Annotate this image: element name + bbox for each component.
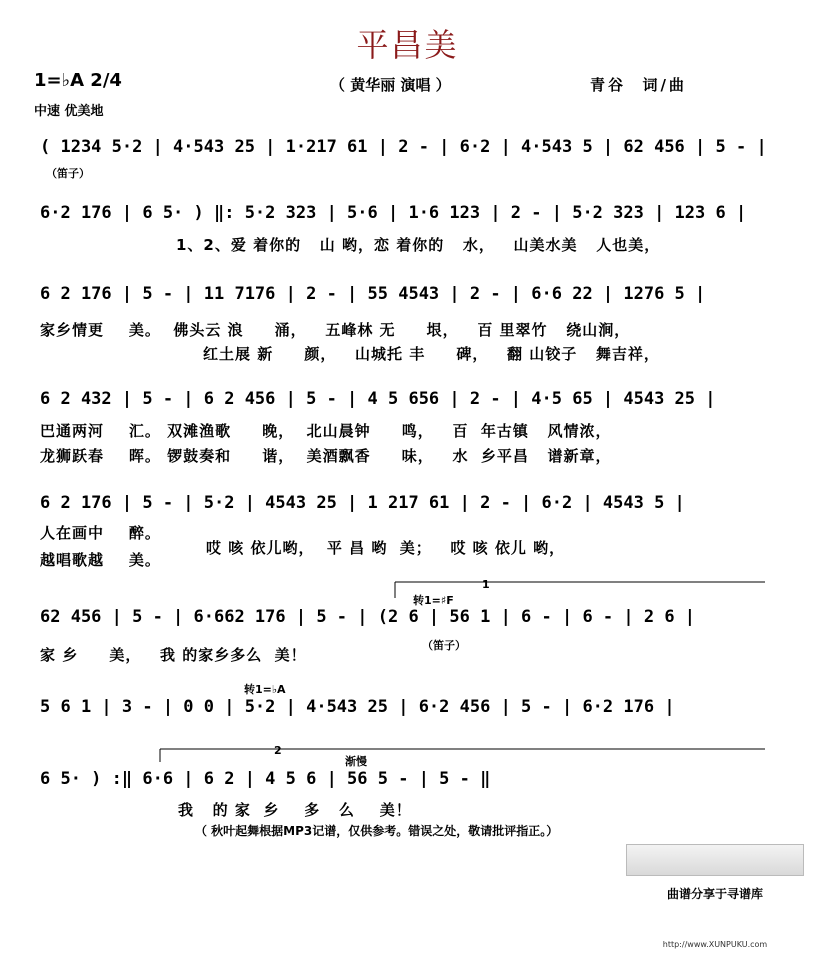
system-8-notes: 6 5· ) :‖ 6·6 | 6 2 | 4 5 6 | 56 5 - | 5 - ‖ [40,769,491,789]
author-credit: 青谷 词/曲 [590,76,687,94]
transcription-note: （ 秋叶起舞根据MP3记谱，仅供参考。错误之处，敬请批评指正。） [195,824,559,838]
singer-credit: （ 黄华丽 演唱 ） [330,76,451,94]
system-4-notes: 6 2 432 | 5 - | 6 2 456 | 5 - | 4 5 656 | 2 - | 4·5 65 | 4543 25 | [40,389,716,409]
system-5-notes: 6 2 176 | 5 - | 5·2 | 4543 25 | 1 217 61 | 2 - | 6·2 | 4543 5 | [40,493,685,513]
system-6-lyrics: 家 乡 美， 我 的家乡多么 美！ [40,646,307,664]
system-5-lyrics-verse1: 人在画中 醉。 [40,524,161,542]
system-5-lyrics-refrain: 哎 咳 依儿哟， 平 昌 哟 美； 哎 咳 依儿 哟， [206,539,566,557]
system-8-lyrics: 我 的 家 乡 多 么 美！ [178,801,412,819]
watermark-url: http://www.XUNPUKU.com [662,940,768,949]
system-4-lyrics-verse2: 龙狮跃春 晖。 锣鼓奏和 谐， 美酒飘香 味， 水 乡平昌 谱新章， [40,447,612,465]
system-3-lyrics-verse1: 家乡情更 美。 佛头云 浪 涌， 五峰林 无 垠， 百 里翠竹 绕山涧， [40,321,631,339]
key-signature: 1=♭A 2/4 [34,70,122,91]
system-6-notes: 62 456 | 5 - | 6·662 176 | 5 - | (2 6 | 56 1 | 6 - | 6 - | 2 6 | [40,607,696,627]
system-7-notes: 5 6 1 | 3 - | 0 0 | 5·2 | 4·543 25 | 6·2 456 | 5 - | 6·2 176 | [40,697,675,717]
modulation-a-flat: 转1=♭A [244,683,286,696]
tempo-marking: 中速 优美地 [34,104,104,119]
system-1-lyrics: （笛子） [46,167,90,180]
volta-2-label: 2 [274,744,282,757]
tempo-change-ritardando: 渐慢 [345,755,367,768]
system-3-notes: 6 2 176 | 5 - | 11 7176 | 2 - | 55 4543 | 2 - | 6·6 22 | 1276 5 | [40,284,706,304]
watermark-title: 曲谱分享于寻谱库 [666,887,763,901]
system-6-flute-label: （笛子） [422,639,466,652]
system-4-lyrics-verse1: 巴通两河 汇。 双滩渔歌 晚， 北山晨钟 鸣， 百 年古镇 风情浓， [40,422,612,440]
system-2-notes: 6·2 176 | 6 5· ) ‖: 5·2 323 | 5·6 | 1·6 123 | 2 - | 5·2 323 | 123 6 | [40,203,747,223]
modulation-f-sharp: 转1=♯F [413,594,454,607]
page-title: 平昌美 [356,26,459,64]
system-3-lyrics-verse2: 红土展 新 颜， 山城托 丰 碑， 翻 山铰子 舞吉祥， [203,345,660,363]
volta-1-label: 1 [482,578,490,591]
system-5-lyrics-verse2: 越唱歌越 美。 [40,551,161,569]
system-1-notes: ( 1234 5·2 | 4·543 25 | 1·217 61 | 2 - | 6·2 | 4·543 5 | 62 456 | 5 - | [40,137,767,157]
system-2-lyrics: 1、2、爱 着你的 山 哟，恋 着你的 水， 山美水美 人也美， [176,236,661,254]
